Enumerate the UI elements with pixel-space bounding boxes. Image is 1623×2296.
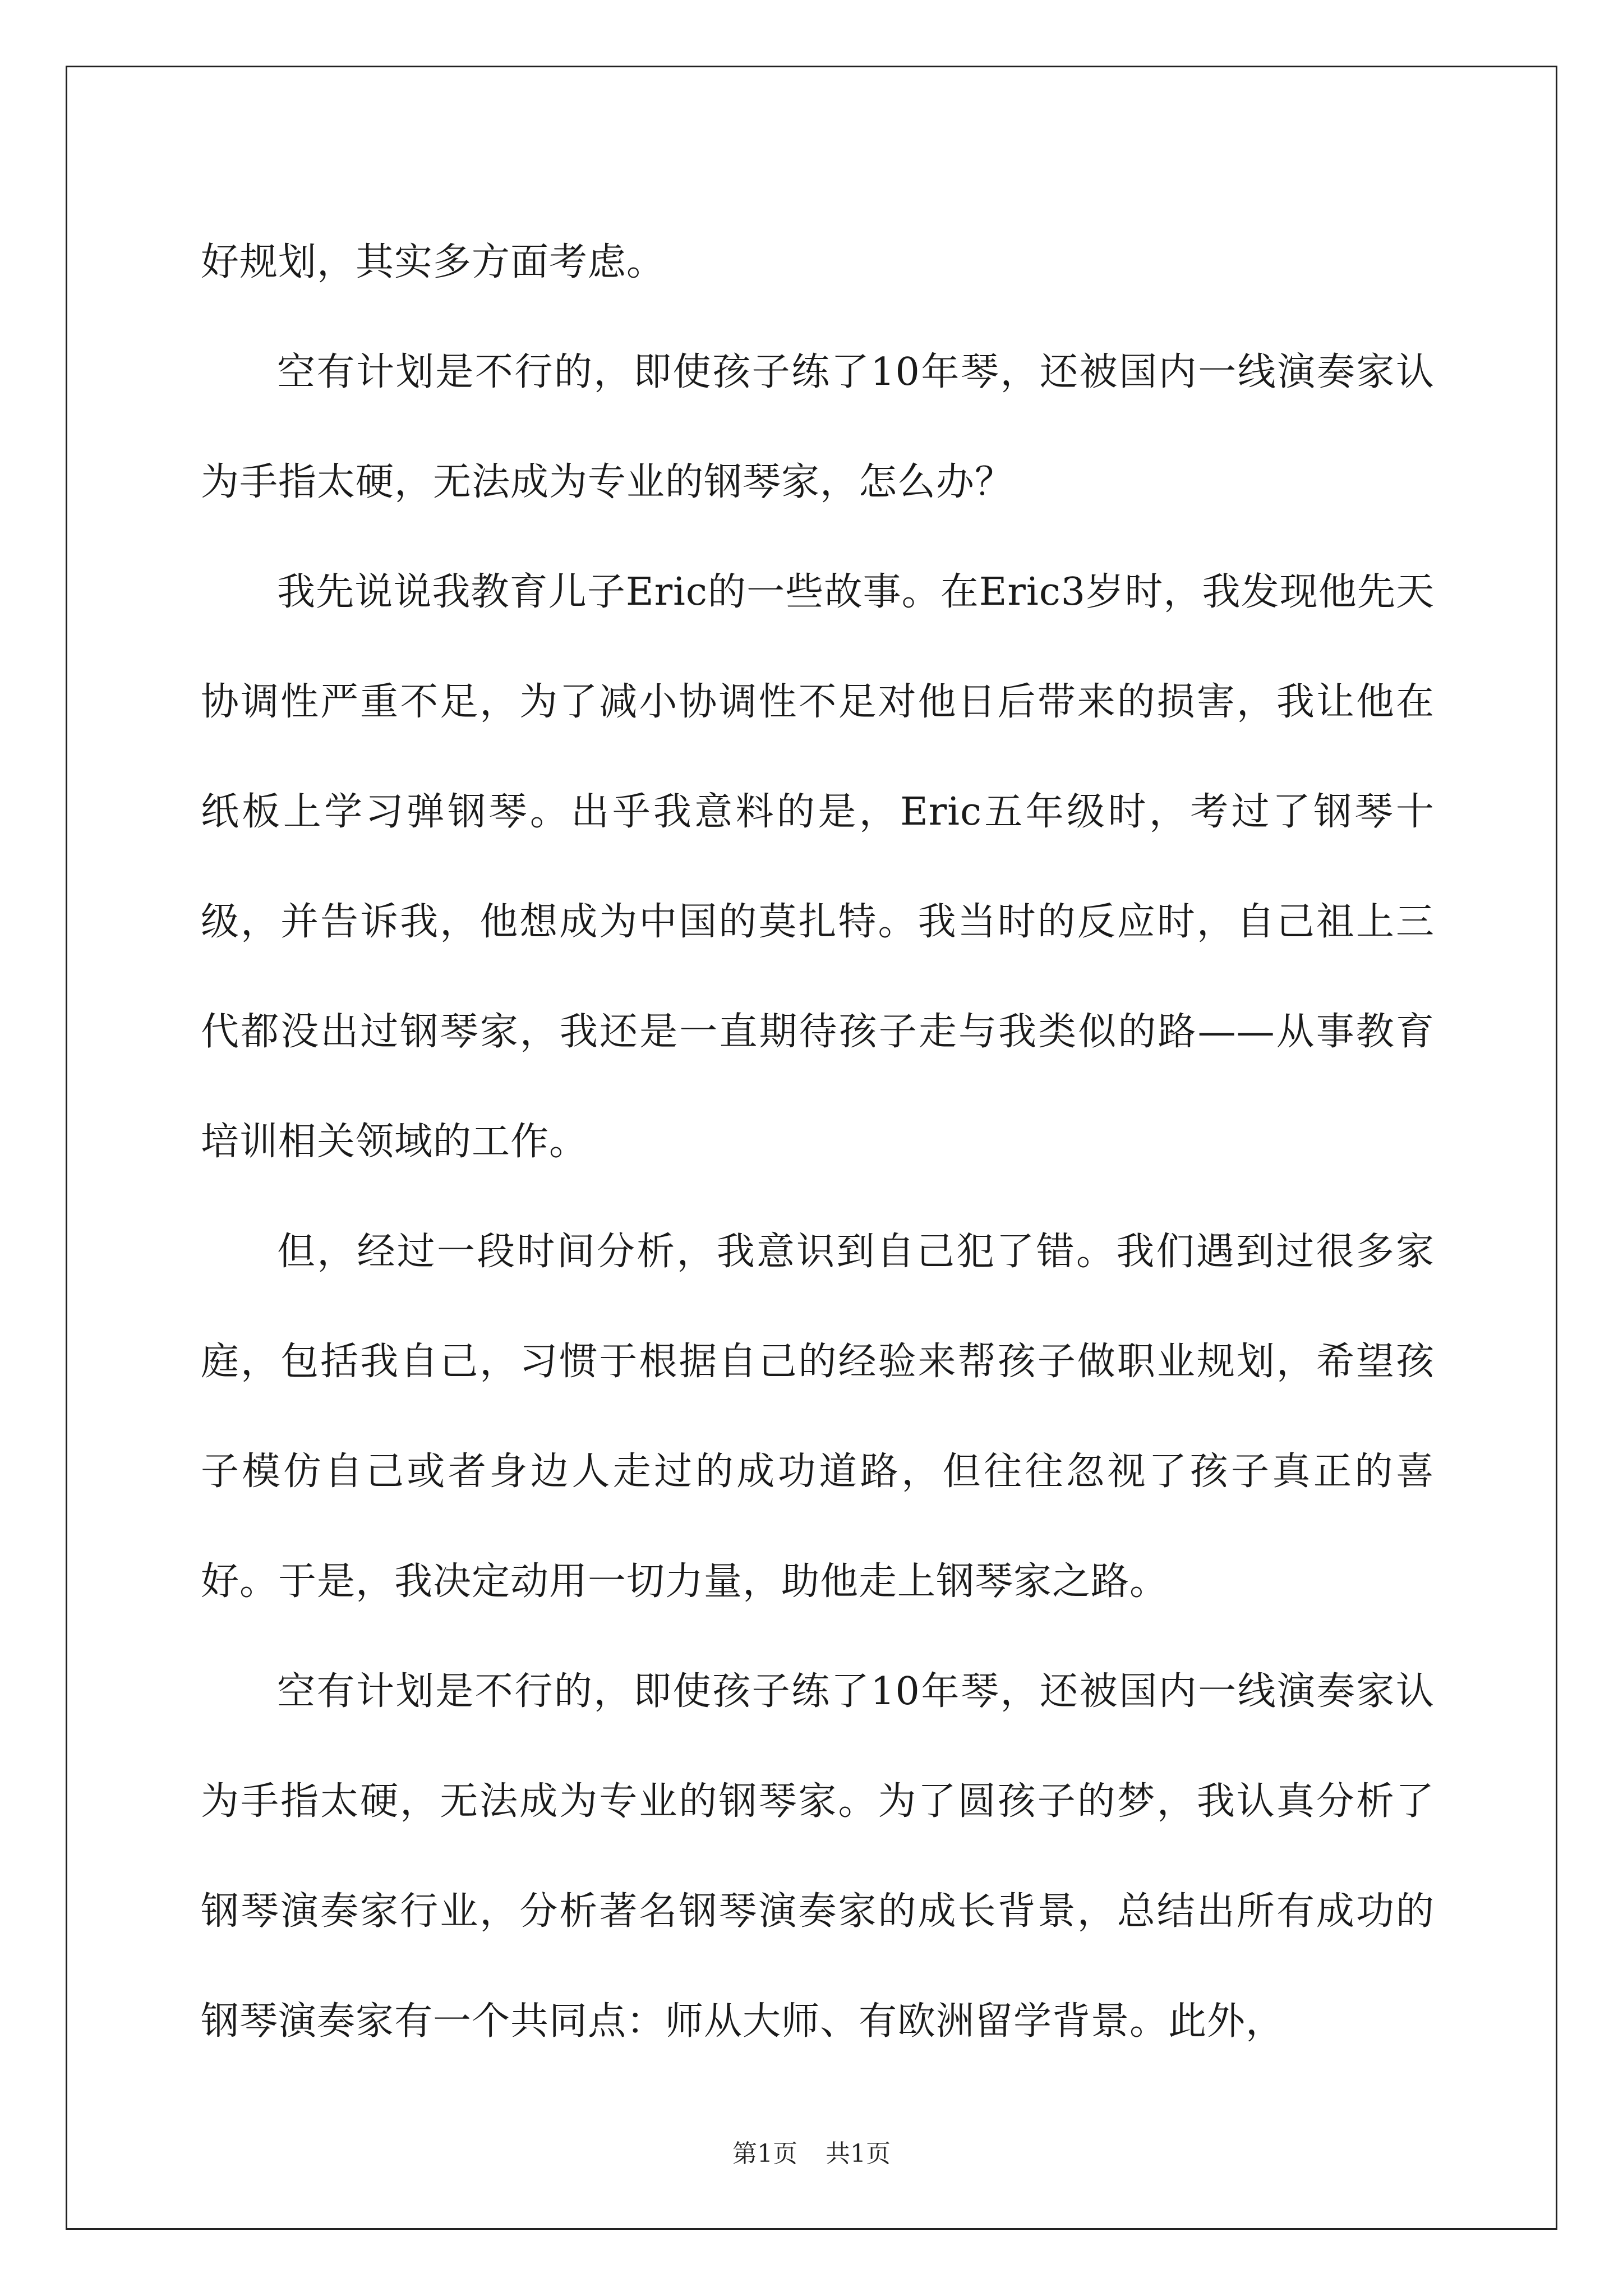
paragraph: 空有计划是不行的，即使孩子练了10年琴，还被国内一线演奏家认为手指太硬，无法成为专业的钢琴家。为了圆孩子的梦，我认真分析了钢琴演奏家行业，分析著名钢琴演奏家的成长背景，总结出所有成功的钢琴演奏家有一个共同点：师从大师、有欧洲留学背景。此外， (201, 1669, 1435, 2044)
paragraph: 好规划，其实多方面考虑。 (201, 240, 666, 284)
page-total: 共1页 (826, 2139, 891, 2168)
document-body (201, 208, 1435, 2077)
page-footer (0, 2137, 1623, 2171)
paragraph: 空有计划是不行的，即使孩子练了10年琴，还被国内一线演奏家认为手指太硬，无法成为专业的钢琴家，怎么办？ (201, 350, 1435, 504)
paragraph: 我先说说我教育儿子Eric的一些故事。在Eric3岁时，我发现他先天协调性严重不足，为了减小协调性不足对他日后带来的损害，我让他在纸板上学习弹钢琴。出乎我意料的是，Eric五年级时，考过了钢琴十级，并告诉我，他想成为中国的莫扎特。我当时的反应时，自己祖上三代都没出过钢琴家，我还是一直期待孩子走与我类似的路——从事教育培训相关领域的工作。 (201, 570, 1435, 1164)
paragraph: 但，经过一段时间分析，我意识到自己犯了错。我们遇到过很多家庭，包括我自己，习惯于根据自己的经验来帮孩子做职业规划，希望孩子模仿自己或者身边人走过的成功道路，但往往忽视了孩子真正的喜好。于是，我决定动用一切力量，助他走上钢琴家之路。 (201, 1230, 1435, 1604)
page-number: 第1页 (732, 2139, 797, 2168)
